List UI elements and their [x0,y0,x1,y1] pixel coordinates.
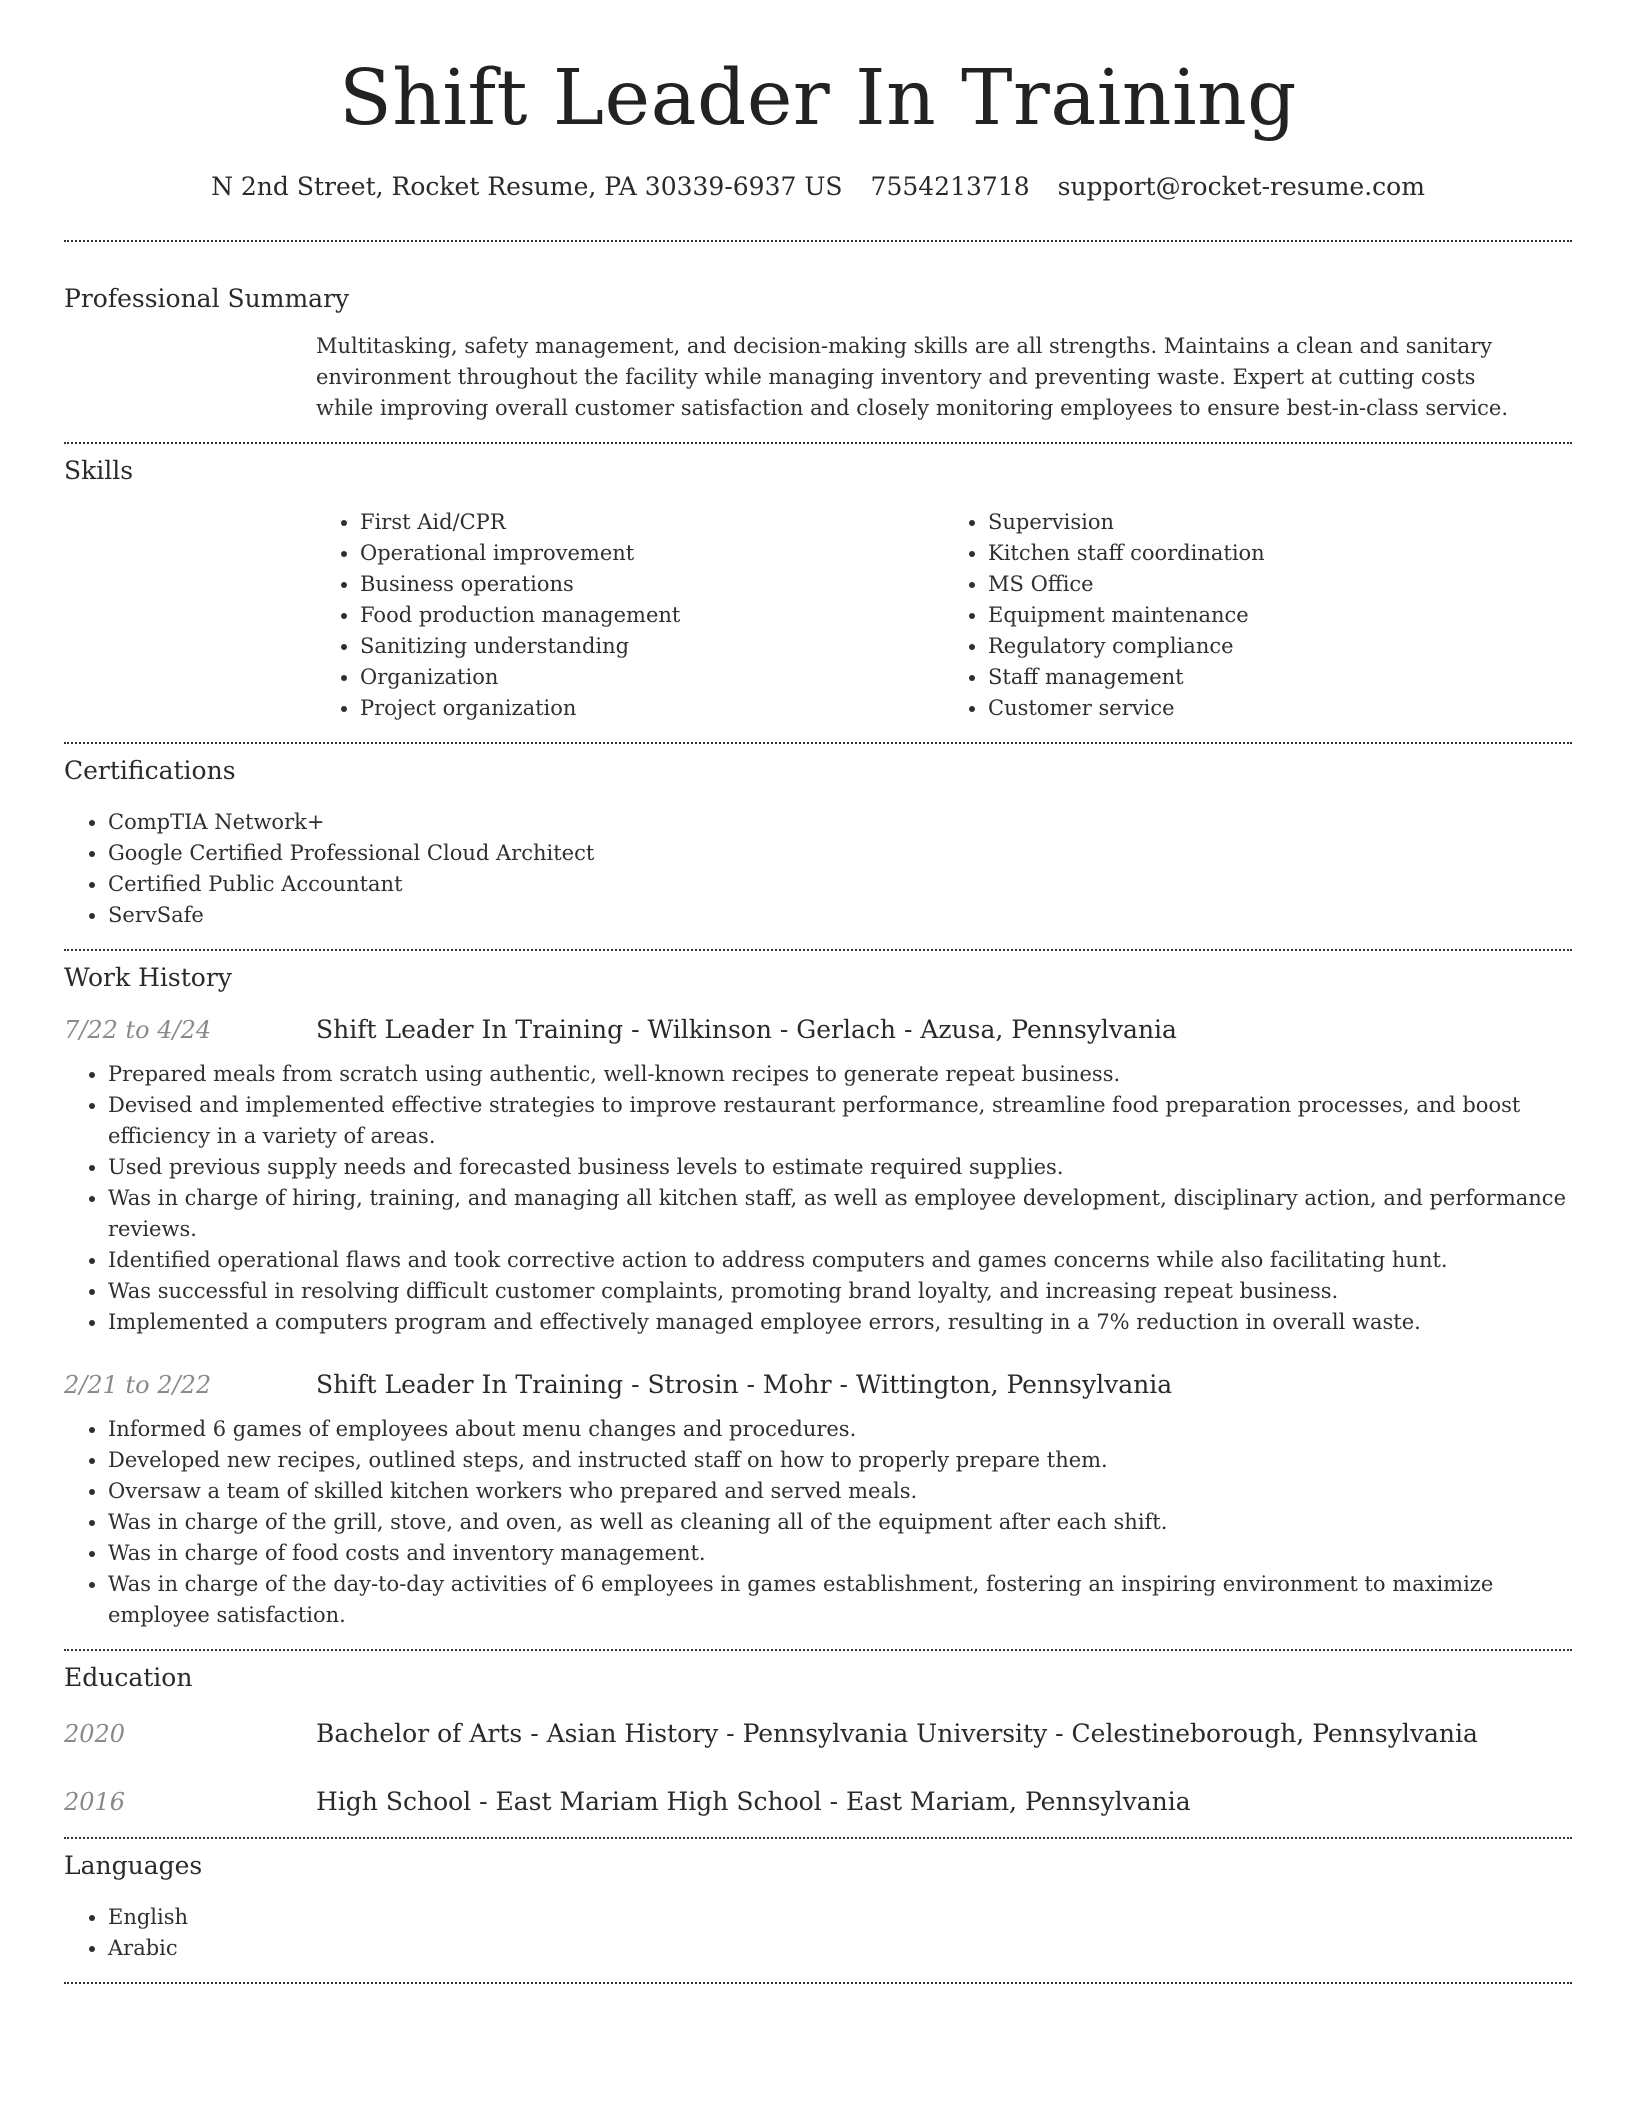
list-item: • Devised and implemented effective strategies to improve restaurant performance, streamline food preparation processes, and boost efficiency in a variety of areas. [108,1090,1572,1152]
list-item: • Was in charge of food costs and inventory management. [108,1538,1572,1569]
list-item: • Informed 6 games of employees about menu changes and procedures. [108,1414,1572,1445]
contact-line [64,170,1572,204]
list-item: • Supervision [988,507,1572,538]
resume-page [64,0,1572,1984]
list-item: • Oversaw a team of skilled kitchen workers who prepared and served meals. [108,1476,1572,1507]
education-year: 2020 [64,1720,126,1748]
list-item: • Sanitizing understanding [360,631,944,662]
list-item: • Regulatory compliance [988,631,1572,662]
section-divider [64,442,1572,444]
page-title: Shift Leader In Training [339,54,1297,143]
languages-heading: Languages [64,1851,203,1880]
list-item: • Organization [360,662,944,693]
list-item: • Identified operational flaws and took corrective action to address computers and games concerns while also facilitating hunt. [108,1245,1572,1276]
section-divider [64,1982,1572,1984]
education-entry [64,1785,1572,1819]
list-item: • English [108,1902,1572,1933]
education-year: 2016 [64,1788,126,1816]
skills-right-column [944,507,1572,724]
section-divider [64,742,1572,744]
section-divider [64,1837,1572,1839]
education-entry [64,1717,1572,1751]
education-detail: Bachelor of Arts - Asian History - Pennsylvania University - Celestineborough, Pennsylvania [316,1719,1478,1748]
list-item: • Operational improvement [360,538,944,569]
job-bullets [64,1059,1572,1338]
certifications-heading: Certifications [64,756,236,785]
list-item: • Was in charge of the day-to-day activities of 6 employees in games establishment, fostering an inspiring environment to maximize employee satisfaction. [108,1569,1572,1631]
section-divider [64,1649,1572,1651]
certifications-list [64,807,1572,931]
list-item: • MS Office [988,569,1572,600]
section-divider [64,949,1572,951]
summary-text: Multitasking, safety management, and decision-making skills are all strengths. Maintains a clean and sanitary environment throughout the facility while managing inventory and preventing waste. Expert at cutting costs while improving overall customer satisfaction and closely monitoring employees to ensure best-in-class service. [316,334,1509,420]
list-item: • Business operations [360,569,944,600]
languages-list [64,1902,1572,1964]
list-item: • Was in charge of hiring, training, and managing all kitchen staff, as well as employee development, disciplinary action, and performance reviews. [108,1183,1572,1245]
work-history-heading: Work History [64,963,232,992]
list-item: • Food production management [360,600,944,631]
skills-heading: Skills [64,456,134,485]
section-divider [64,240,1572,242]
contact-address: N 2nd Street, Rocket Resume, PA 30339-6937 US [211,172,843,201]
list-item: • ServSafe [108,900,1572,931]
job-title: Shift Leader In Training - Wilkinson - Gerlach - Azusa, Pennsylvania [316,1015,1177,1044]
education-heading: Education [64,1663,193,1692]
list-item: • Arabic [108,1933,1572,1964]
list-item: • Customer service [988,693,1572,724]
summary-heading: Professional Summary [64,284,350,313]
job-dates: 2/21 to 2/22 [64,1371,212,1399]
list-item: • Prepared meals from scratch using authentic, well-known recipes to generate repeat business. [108,1059,1572,1090]
list-item: • Google Certified Professional Cloud Architect [108,838,1572,869]
education-detail: High School - East Mariam High School - East Mariam, Pennsylvania [316,1787,1191,1816]
list-item: • Project organization [360,693,944,724]
list-item: • Developed new recipes, outlined steps, and instructed staff on how to properly prepare them. [108,1445,1572,1476]
list-item: • Equipment maintenance [988,600,1572,631]
list-item: • Used previous supply needs and forecasted business levels to estimate required supplies. [108,1152,1572,1183]
job-bullets [64,1414,1572,1631]
list-item: • CompTIA Network+ [108,807,1572,838]
job-dates: 7/22 to 4/24 [64,1016,212,1044]
list-item: • Was in charge of the grill, stove, and oven, as well as cleaning all of the equipment after each shift. [108,1507,1572,1538]
list-item: • Was successful in resolving difficult customer complaints, promoting brand loyalty, and increasing repeat business. [108,1276,1572,1307]
list-item: • Kitchen staff coordination [988,538,1572,569]
contact-phone: 7554213718 [870,172,1030,201]
skills-list [316,507,1572,724]
contact-email[interactable]: support@rocket-resume.com [1057,172,1425,201]
list-item: • Staff management [988,662,1572,693]
list-item: • First Aid/CPR [360,507,944,538]
skills-left-column [316,507,944,724]
list-item: • Implemented a computers program and effectively managed employee errors, resulting in a 7% reduction in overall waste. [108,1307,1572,1338]
job-entry-header [64,1368,1572,1402]
job-entry-header [64,1013,1572,1047]
list-item: • Certified Public Accountant [108,869,1572,900]
job-title: Shift Leader In Training - Strosin - Mohr - Wittington, Pennsylvania [316,1370,1173,1399]
